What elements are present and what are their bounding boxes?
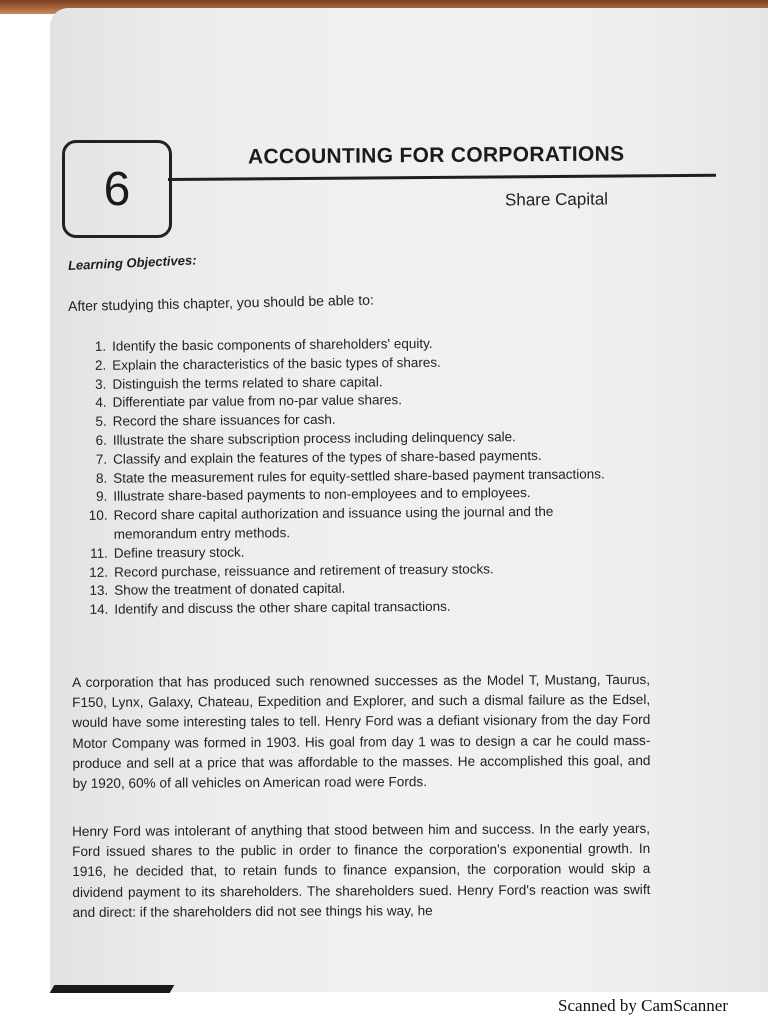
objective-text: Record the share issuances for cash. xyxy=(112,411,336,429)
objective-text: Explain the characteristics of the basic types of shares. xyxy=(112,354,441,373)
objective-text: Illustrate share-based payments to non-employees and to employees. xyxy=(113,485,531,505)
objective-text: Differentiate par value from no-par value shares. xyxy=(112,392,403,411)
body-paragraph-ford-history: A corporation that has produced such renowned successes as the Model T, Mustang, Taurus, F150, Lynx, Galaxy, Chateau, Expedition and Explorer, and such a dismal failure as the Edsel, would have some interesting tales to tell. Henry Ford was a defiant visionary from the day Ford Motor Company was formed in 1903. His goal from day 1 was to design a car he could mass-produce and sell at a price that was affordable to the masses. He accomplished this goal, and by 1920, 60% of all vehicles on American road were Fords. xyxy=(72,671,651,792)
objective-text: Identify and discuss the other share capital transactions. xyxy=(114,598,451,617)
objective-text: Define treasury stock. xyxy=(113,544,245,561)
objective-number: 12. xyxy=(89,564,109,580)
objective-number: 4. xyxy=(95,395,107,411)
objective-number: 3. xyxy=(95,376,107,392)
chapter-number: 6 xyxy=(103,162,131,216)
objective-number: 2. xyxy=(94,357,107,373)
objective-number: 7. xyxy=(95,451,108,467)
objective-number: 14. xyxy=(89,601,109,618)
learning-objectives-list xyxy=(78,333,620,620)
learning-objectives-heading: Learning Objectives: xyxy=(67,252,197,273)
objective-text: Record purchase, reissuance and retirement of treasury stocks. xyxy=(113,560,494,580)
body-paragraph-ford-shareholders: Henry Ford was intolerant of anything that stood between him and success. In the early years, Ford issued shares to the public in order to finance the corporation's exponential growth. In 1916, he decided that, to retain funds to finance expansion, the corporation would skip a dividend payment to its shareholders. The shareholders sued. Henry Ford's reaction was swift and direct: if the shareholders did not see things his way, he xyxy=(72,820,651,920)
objective-number: 5. xyxy=(95,413,107,430)
page-edge-shadow xyxy=(50,985,175,993)
objective-number: 10. xyxy=(88,507,108,524)
objective-number: 8. xyxy=(95,470,108,486)
objective-number: 6. xyxy=(95,432,107,448)
objective-text: Distinguish the terms related to share capital. xyxy=(112,373,383,392)
objective-item xyxy=(79,502,619,544)
chapter-subtitle: Share Capital xyxy=(504,189,609,210)
chapter-number-box xyxy=(62,140,172,238)
learning-objectives-intro: After studying this chapter, you should be able to: xyxy=(67,291,374,314)
objective-text: Identify the basic components of shareholders' equity. xyxy=(112,335,433,354)
objective-text: Record share capital authorization and issuance using the journal and the memorandum entry methods. xyxy=(113,504,554,542)
objective-number: 11. xyxy=(90,545,108,561)
objective-text: State the measurement rules for equity-settled share-based payment transactions. xyxy=(113,465,605,486)
objective-text: Classify and explain the features of the types of share-based payments. xyxy=(112,447,542,467)
objective-number: 9. xyxy=(96,489,108,505)
objective-number: 1. xyxy=(94,338,107,354)
objective-number: 13. xyxy=(89,583,109,599)
scanner-watermark: Scanned by CamScanner xyxy=(558,996,728,1015)
chapter-title: ACCOUNTING FOR CORPORATIONS xyxy=(247,142,625,169)
objective-text: Illustrate the share subscription process including delinquency sale. xyxy=(112,429,516,448)
objective-text: Show the treatment of donated capital. xyxy=(114,581,346,599)
